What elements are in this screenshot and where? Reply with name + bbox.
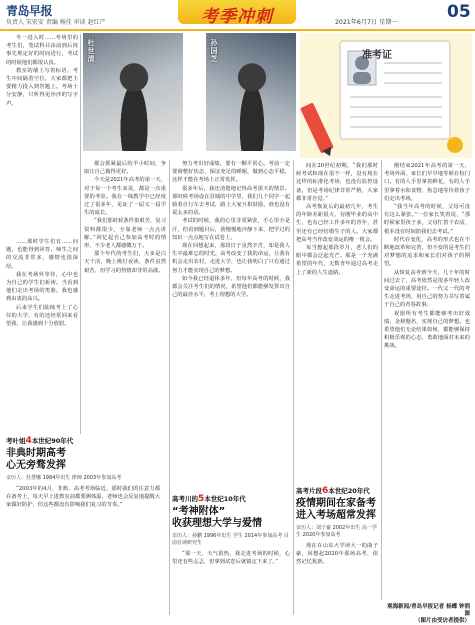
story-tag-number: 4 bbox=[25, 436, 32, 446]
story-tag-prefix: 考叶姐 bbox=[6, 437, 26, 445]
paragraph: “2003年的4月，非典，高考考场临近，那时我们的注意力都在备考上，每天早上进教室前都要测体温，老师也会反复地提醒大家做好防护，但这些都没有影响我们复习的节奏。” bbox=[6, 486, 160, 509]
paragraph: 如今我已经退休多年，但每年高考的时候，我都会关注考生们的情况，希望他们都能够发挥出自己的最佳水平，考上理想的大学。 bbox=[172, 275, 290, 299]
paragraph: 很多年后，我还清楚地记得高考那天的情景。那时候考场设在县城的中学里，我们几个同学一起骑着自行车去考试，路上大家互相鼓励，谁也没有说太多的话。 bbox=[172, 185, 290, 217]
story-tag bbox=[172, 494, 290, 504]
person-figure bbox=[113, 59, 155, 151]
story-tag-prefix: 高考川的 bbox=[172, 495, 198, 503]
story-body bbox=[296, 542, 378, 567]
headline-line-1: 非典时期高考 bbox=[6, 448, 66, 459]
text-column-1 bbox=[6, 238, 78, 408]
paragraph: 从恢复高考到今天，几十年的时间过去了，高考依然是很多年轻人改变命运的重要途径。一代又一代的考生走进考场，用自己的努力书写着属于自己的青春故事。 bbox=[384, 269, 470, 309]
text-column-4 bbox=[296, 162, 378, 480]
story-byline: 亲历人：孙鹏 1996年出生 学生 2014年参加高考 目前在读研究生 bbox=[172, 533, 289, 546]
paragraph: 现在在山东大学读大一的曲子豪，回想起2020年那场高考，依然记忆犹新。 bbox=[296, 543, 378, 566]
page-number: 05 bbox=[447, 2, 471, 22]
story-headline bbox=[6, 448, 160, 472]
credit-line-1: 观海新闻/青岛早报记者 杨蝶 钟润源 bbox=[387, 604, 470, 617]
headline-line-1: “考神附体” bbox=[172, 506, 226, 517]
story-tag-prefix: 高考片段 bbox=[296, 487, 322, 495]
text-column-2 bbox=[84, 160, 166, 430]
story-body bbox=[6, 485, 160, 510]
photo-caption: 杜世清 bbox=[87, 39, 95, 63]
story-body bbox=[172, 550, 290, 566]
paragraph: ……那时学生们有……问题，也能得到回答，师生之间的交流非常多，感情也很深厚。 bbox=[6, 239, 78, 270]
text-column-5 bbox=[384, 162, 470, 602]
paragraph: 努力考出好成绩，要有一颗平常心。考前一定要调整好状态，保证充足的睡眠，做到心态平稳，这样才能在考场上正常发挥。 bbox=[172, 161, 290, 184]
headline-line-2: 进入考场超常发挥 bbox=[296, 510, 376, 521]
headline-line-2: 收获理想大学与爱情 bbox=[172, 518, 262, 529]
story-block-1 bbox=[6, 436, 160, 510]
credit-line-2: （图片由受访者提供） bbox=[414, 618, 470, 624]
paper-name: 青岛早报 bbox=[6, 4, 53, 18]
column-divider bbox=[169, 160, 170, 615]
paragraph: 时代在变化，高考的形式也在不断地改革和完善，但不变的是考生们对梦想的追求和家长们对孩子的期望。 bbox=[384, 236, 470, 268]
date-line: 2021年6月7日 星期一 bbox=[335, 19, 398, 26]
story-tag-suffix: 本世纪90年代 bbox=[31, 437, 74, 445]
headline-line-2: 心无旁骛发挥 bbox=[6, 460, 66, 471]
story-tag bbox=[296, 486, 378, 496]
paragraph: 后来学生们陆续考上了心仪的大学，有的还经常回来看望我，让我感到十分欣慰。 bbox=[6, 304, 78, 328]
story-byline: 亲历人：刘子豪 2002年出生 高一学生 2020年参加高考 bbox=[296, 525, 377, 538]
column-divider bbox=[381, 160, 382, 600]
paragraph: “我当年高考的时候，父母可没有这么紧张。”一位家长笑着说，“那时候家里孩子多，父母忙着干农活，根本没有时间陪我们去考试。” bbox=[384, 204, 470, 235]
portrait-photo-a bbox=[83, 33, 183, 151]
masthead-rule bbox=[0, 29, 475, 31]
story-tag-suffix: 本世纪20年代 bbox=[328, 487, 370, 495]
text-column-3 bbox=[172, 160, 290, 490]
story-tag-number: 5 bbox=[198, 494, 205, 504]
illustration-caption: 准考证 bbox=[362, 50, 392, 61]
headline-line-1: 疫情期间在家备考 bbox=[296, 498, 376, 509]
paragraph: 考试的时候，我的心里非常紧张，手心里全是汗，但看到题目后，我慢慢地冷静下来，把学过的知识一点点地写在试卷上。 bbox=[172, 218, 290, 241]
story-headline bbox=[296, 498, 378, 522]
paragraph: 今天是2021年高考的第一天，对于每一个考生来说，都是一次重要的考验。我在一线教学中已经度过了很多年，见证了一届又一届学生的成长。 bbox=[84, 177, 166, 217]
column-divider bbox=[293, 160, 294, 615]
story-headline bbox=[172, 506, 290, 530]
paragraph: 教室的墙上写着标语，考生中间隔着空位，大家都把主要精力投入到答题上。考场十分安静，只听得见沙沙的写字声。 bbox=[6, 67, 78, 107]
paragraph: “那一天，天气很热，我走进考场的时候，心里还有些忐忑，但拿到试卷后就镇定下来了。” bbox=[172, 551, 290, 566]
story-tag bbox=[6, 436, 160, 446]
paragraph: 那个年代的考生们，大多是白天干活，晚上挑灯夜读，条件虽然艰苦，但学习的热情却非常高涨。 bbox=[84, 251, 166, 274]
story-byline: 亲历人：杜慧娜 1984年出生 律师 2003年参加高考 bbox=[6, 475, 122, 481]
column-divider bbox=[80, 34, 81, 434]
section-banner bbox=[178, 0, 296, 27]
paragraph: 冬一进入时……考场里的考生们，笔试科目由前到后按事先规定好的时间进行，考试的时候他们都很认真。 bbox=[6, 35, 78, 66]
paragraph: 我在考场外等待，心中也为自己的学生们祈祷。当看到他们走出考场的笑脸，我也感到由衷的高兴。 bbox=[6, 271, 78, 303]
paragraph: 高考恢复后的最初几年，考生的年龄差距很大，有刚毕业的高中生，也有已经工作多年的青年，甚至还有已经结婚生子的人。大家都把高考当作改变命运的唯一机会。 bbox=[296, 204, 378, 243]
paragraph: 刚结束2021年高考的第一天，考场外面，家长们早早地等候在校门口，有的人手里拿着鲜花，有的人手里拿着水和食物，焦急地等待着孩子们走出考场。 bbox=[384, 163, 470, 202]
edition-line: 负责人 宋宏安 责编 杨佳 审读 赵红产 bbox=[6, 19, 106, 26]
photo-caption: 孙国芝 bbox=[210, 39, 218, 63]
paragraph: 间在20世纪初期，“我们那时候考试和现在很不一样，没有现在这样的标准化考场，也没有监控设备，但是考场纪律非常严格，大家都非常自觉。” bbox=[296, 163, 378, 202]
paragraph: “我们那时候条件很艰苦，复习资料都很少，全靠老师一点点讲解。”回忆起自己参加高考时的情形，不少老人都感慨万千。 bbox=[84, 218, 166, 250]
paragraph: 现在回想起来，那段日子虽然辛苦，却是我人生中最难忘的时光。高考改变了我的命运，让我有机会走出农村，走进大学，也让我明白了只有通过努力才能实现自己的梦想。 bbox=[172, 243, 290, 274]
section-title: 考季冲刺 bbox=[201, 7, 273, 27]
text-column-top-left bbox=[6, 34, 78, 234]
reporter-credit bbox=[384, 604, 470, 625]
paragraph: 都会抓紧最后的半小时间，争取让自己做得更好。 bbox=[84, 161, 166, 176]
person-figure bbox=[233, 59, 271, 151]
paragraph: 每当想起那段岁月，老人们的眼中都会泛起光芒。那是一个充满希望的年代，无数青年通过高考走上了新的人生道路。 bbox=[296, 245, 378, 276]
paragraph: 祝愿所有考生都能够考出好成绩，金榜题名，实现自己的梦想。也希望他们无论结果如何，都能够保持积极乐观的心态，勇敢地面对未来的挑战。 bbox=[384, 310, 470, 350]
masthead bbox=[0, 0, 475, 30]
story-tag-number: 6 bbox=[322, 486, 329, 496]
story-tag-suffix: 本世纪10年代 bbox=[204, 495, 246, 503]
story-block-2 bbox=[172, 494, 290, 566]
portrait-photo-b bbox=[206, 33, 296, 151]
story-block-3 bbox=[296, 486, 378, 567]
